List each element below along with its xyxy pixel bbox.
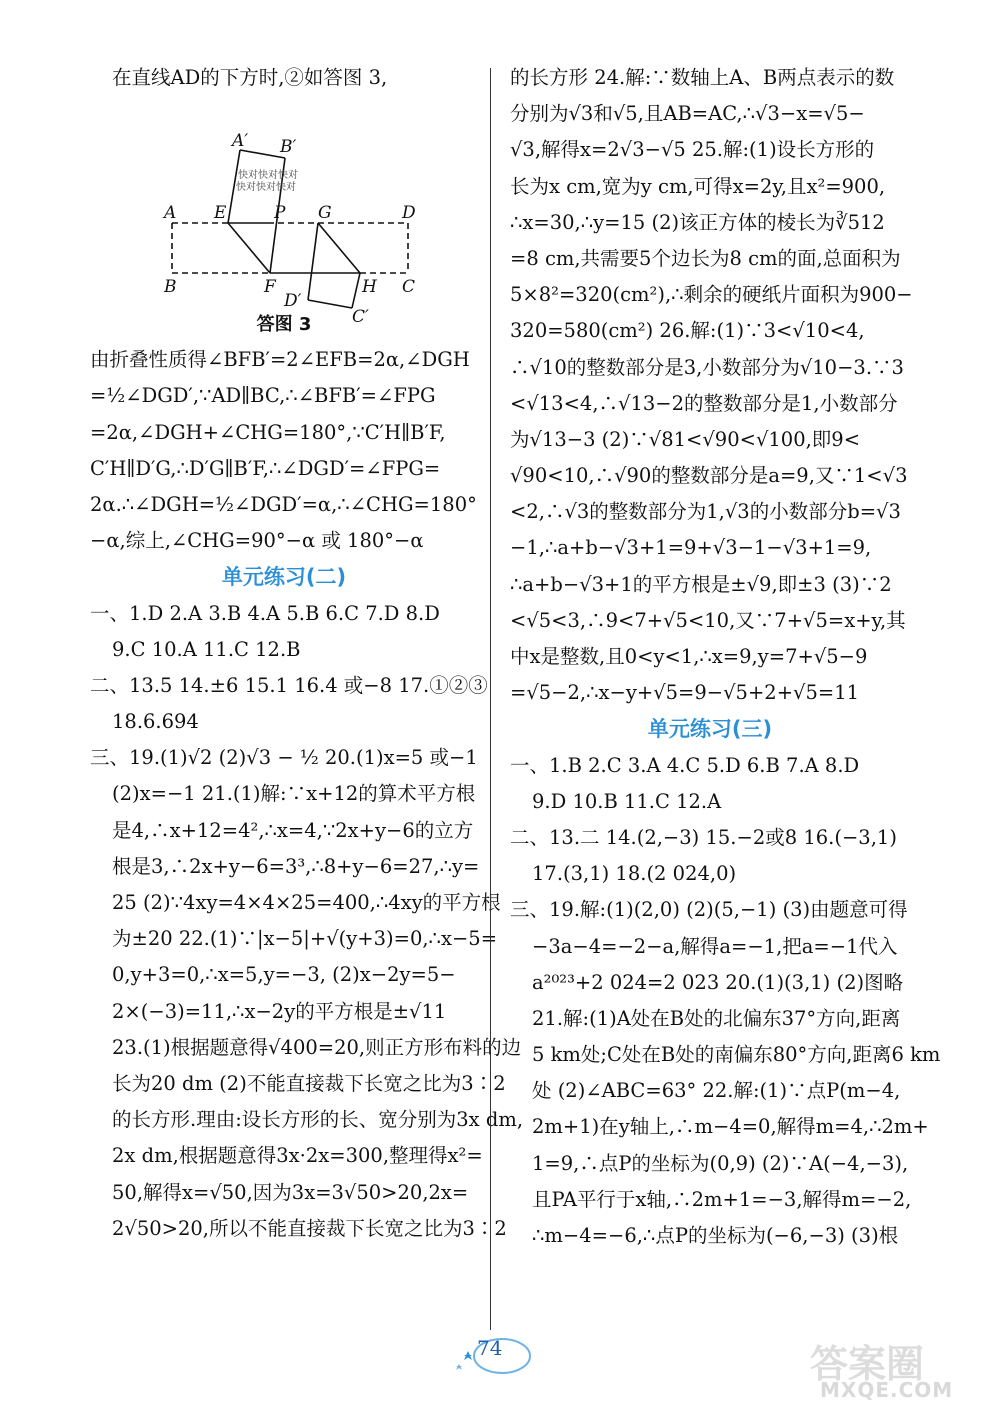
text-line: 中x是整数,且0<y<1,∴x=9,y=7+√5−9	[510, 645, 868, 668]
text-line: 0,y+3=0,∴x=5,y=−3, (2)x−2y=5−	[112, 963, 456, 987]
segment-AprimeBprime	[240, 150, 285, 158]
text-line: 三、19.解:(1)(2,0) (2)(5,−1) (3)由题意可得	[510, 898, 908, 922]
text-line: √90<10,∴√90的整数部分是a=9,又∵1<√3	[510, 464, 908, 488]
text-line: (2)x=−1 21.(1)解:∵x+12的算术平方根	[112, 782, 476, 806]
text-line: 二、13.二 14.(2,−3) 15.−2或8 16.(−3,1)	[510, 825, 897, 849]
text-line: √3,解得x=2√3−√5 25.解:(1)设长方形的	[510, 138, 875, 162]
text-line: ∴a+b−√3+1的平方根是±√9,即±3 (3)∵2	[510, 572, 892, 596]
text-line: 一、1.B 2.C 3.A 4.C 5.D 6.B 7.A 8.D	[510, 753, 860, 777]
text-line: 的长方形 24.解:∵数轴上A、B两点表示的数	[510, 66, 895, 89]
text-line: ∴x=30,∴y=15 (2)该正方体的棱长为∛512	[510, 210, 885, 234]
segment-GDprime	[308, 223, 318, 300]
label-Aprime: A′	[232, 131, 249, 152]
label-C: C	[402, 277, 416, 298]
text-line: 处 (2)∠ABC=63° 22.解:(1)∵点P(m−4,	[532, 1079, 901, 1103]
overlay-text: 快对快对快对	[238, 170, 298, 182]
right-column	[510, 60, 941, 1254]
text-line: 2×(−3)=11,∴x−2y的平方根是±√11	[112, 999, 447, 1023]
text-line: 50,解得x=√50,因为3x=3√50>20,2x=	[112, 1180, 469, 1204]
segment-EF	[228, 223, 270, 273]
text-line: 根是3,∴2x+y−6=3³,∴8+y−6=27,∴y=	[112, 854, 480, 878]
label-E: E	[214, 203, 227, 224]
text-line: 9.D 10.B 11.C 12.A	[532, 789, 722, 813]
overlay-text: 快对快对快对	[236, 182, 296, 194]
text-line: −α,综上,∠CHG=90°−α 或 180°−α	[90, 529, 424, 553]
section-title: 单元练习(三)	[647, 717, 773, 742]
text-line: 5×8²=320(cm²),∴剩余的硬纸片面积为900−	[510, 283, 913, 307]
text-line: ∴√10的整数部分是3,小数部分为√10−3.∵3	[510, 355, 904, 379]
text-line: 2m+1)在y轴上,∴m−4=0,解得m=4,∴2m+	[532, 1115, 929, 1139]
segment-CprimeH	[352, 273, 360, 308]
text-line: 为±20 22.(1)∵|x−5|+√(y+3)=0,∴x−5=	[112, 927, 498, 951]
watermark-url: MXQE.COM	[820, 1378, 954, 1402]
text-line: 23.(1)根据题意得√400=20,则正方形布料的边	[112, 1035, 522, 1059]
segment-GH	[318, 223, 360, 273]
label-F: F	[264, 277, 276, 298]
text-line: 17.(3,1) 18.(2 024,0)	[532, 862, 737, 886]
text-line: 且PA平行于x轴,∴2m+1=−3,解得m=−2,	[532, 1187, 912, 1211]
text-line: 三、19.(1)√2 (2)√3 − ½ 20.(1)x=5 或−1	[90, 746, 478, 770]
text-line: 在直线AD的下方时,②如答图 3,	[112, 66, 388, 89]
text-line: ∴m−4=−6,∴点P的坐标为(−6,−3) (3)根	[532, 1224, 899, 1247]
watermark-logo-text: 答案圈	[810, 1342, 925, 1386]
label-P: P	[274, 203, 286, 224]
label-G: G	[318, 203, 332, 224]
segment-DprimeCprime	[308, 300, 352, 308]
text-line: =8 cm,共需要5个边长为8 cm的面,总面积为	[510, 246, 901, 270]
text-line: 2α.∴∠DGH=½∠DGD′=α,∴∠CHG=180°	[90, 492, 477, 516]
label-D: D	[402, 203, 416, 224]
page-number: 74	[477, 1336, 503, 1360]
text-line: 为√13−3 (2)∵√81<√90<√100,即9<	[510, 427, 861, 451]
text-line: 9.C 10.A 11.C 12.B	[112, 637, 301, 661]
label-B: B	[164, 277, 177, 298]
text-line: 25 (2)∵4xy=4×4×25=400,∴4xy的平方根	[112, 891, 501, 914]
text-line: 长为20 dm (2)不能直接裁下长宽之比为3∶2	[112, 1071, 506, 1095]
text-line: =2α,∠DGH+∠CHG=180°,∵C′H∥B′F,	[90, 420, 446, 444]
text-line: 1=9,∴点P的坐标为(0,9) (2)∵A(−4,−3),	[532, 1151, 909, 1175]
section-title: 单元练习(二)	[221, 565, 347, 590]
text-line: 二、13.5 14.±6 15.1 16.4 或−8 17.①②③	[90, 673, 488, 697]
label-Bprime: B′	[280, 137, 297, 158]
text-line: <√5<3,∴9<7+√5<10,又∵7+√5=x+y,其	[510, 608, 906, 632]
text-line: =√5−2,∴x−y+√5=9−√5+2+√5=11	[510, 681, 860, 705]
text-line: 一、1.D 2.A 3.B 4.A 5.B 6.C 7.D 8.D	[90, 601, 440, 625]
figure-caption: 答图 3	[256, 314, 312, 336]
text-line: =½∠DGD′,∵AD∥BC,∴∠BFB′=∠FPG	[90, 384, 436, 408]
text-line: <2,∴√3的整数部分为1,√3的小数部分b=√3	[510, 500, 901, 524]
text-line: 是4,∴x+12=4²,∴x=4,∵2x+y−6的立方	[112, 818, 474, 842]
text-line: 由折叠性质得∠BFB′=2∠EFB=2α,∠DGH	[90, 348, 470, 372]
text-line: 2√50>20,所以不能直接裁下长宽之比为3∶2	[112, 1216, 507, 1240]
text-line: 18.6.694	[112, 710, 199, 734]
text-line: 长为x cm,宽为y cm,可得x=2y,且x²=900,	[510, 174, 886, 198]
text-line: a²⁰²³+2 024=2 023 20.(1)(3,1) (2)图略	[532, 970, 904, 994]
label-Dprime: D′	[284, 291, 302, 312]
label-H: H	[362, 277, 377, 298]
text-line: 21.解:(1)A处在B处的北偏东37°方向,距离	[532, 1006, 901, 1030]
label-A: A	[164, 203, 177, 224]
text-line: C′H∥D′G,∴D′G∥B′F,∴∠DGD′=∠FPG=	[90, 456, 441, 480]
text-line: <√13<4,∴√13−2的整数部分是1,小数部分	[510, 391, 898, 415]
text-line: 320=580(cm²) 26.解:(1)∵3<√10<4,	[510, 319, 865, 343]
column-divider	[490, 68, 491, 1330]
text-line: 的长方形.理由:设长方形的长、宽分别为3x dm,	[112, 1108, 524, 1132]
text-line: 2x dm,根据题意得3x·2x=300,整理得x²=	[112, 1144, 483, 1168]
text-line: −3a−4=−2−a,解得a=−1,把a=−1代入	[532, 934, 898, 958]
text-line: 分别为√3和√5,且AB=AC,∴√3−x=√5−	[510, 102, 865, 126]
left-column	[90, 60, 524, 1247]
text-line: 5 km处;C处在B处的南偏东80°方向,距离6 km	[532, 1043, 941, 1067]
text-line: −1,∴a+b−√3+1=9+√3−1−√3+1=9,	[510, 536, 872, 560]
label-Cprime: C′	[352, 307, 369, 328]
